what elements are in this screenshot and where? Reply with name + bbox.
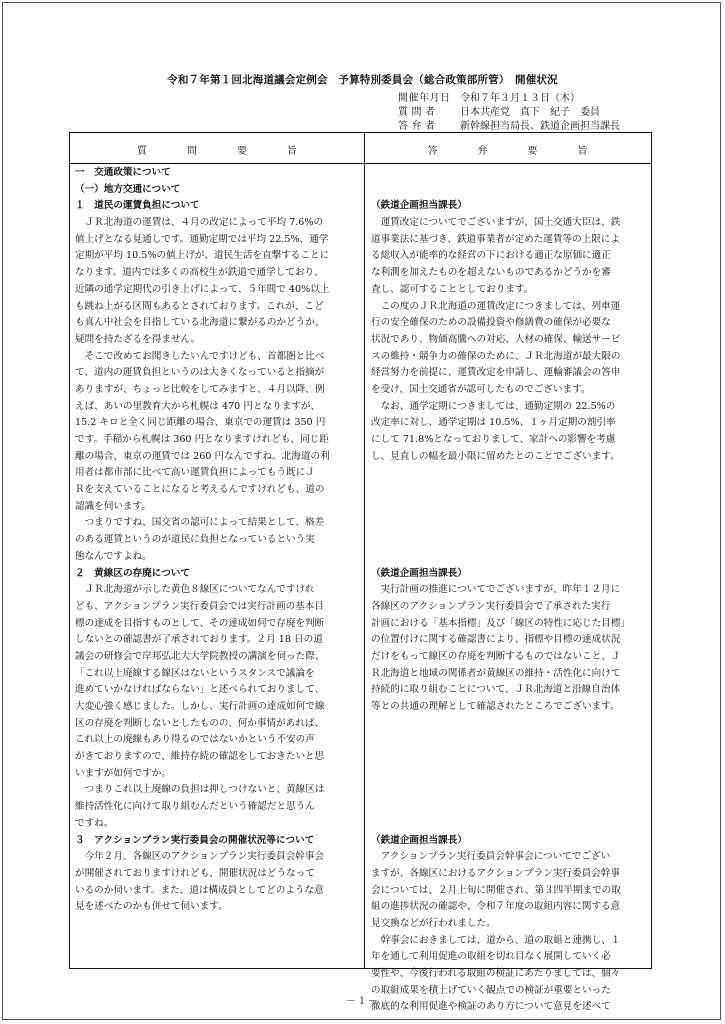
answer-text-line: 持続的に取り組むことについて、ＪＲ北海道と沿線自治体 (371, 684, 621, 696)
question-text-line: 今年２月、各線区のアクションプラン実行委員会幹事会 (75, 851, 324, 863)
answer-text-line: の取組成果を積上げていく観点での検証が重要といった (371, 984, 611, 996)
question-text-line: 疑問を持たざるを得ません。 (75, 333, 201, 345)
answer-text-line: 要性や、今後行われる取組の検証にあたりましては、個々 (371, 968, 621, 979)
question-text-line: 用者は都市部に比べて高い運賃負担によってもう既にＪ (75, 467, 315, 479)
answer-header-char: 旨 (577, 146, 588, 157)
answer-text-line: 組の進捗状況の確認や、令和７年度の取組内容に関する意 (371, 901, 621, 913)
answer-text-line: 徹底的な利用促進や検証のあり方について意見を述べて (371, 1001, 611, 1013)
meta-questioner-row (398, 103, 600, 118)
answer-column-header (364, 142, 651, 157)
answer-column (371, 165, 649, 1016)
question-text-line: て、道内の運賃負担というのは大きくなっていると指摘が (75, 367, 325, 379)
question-header-char: 要 (237, 146, 247, 157)
question-text-line: も真ん中社会を目指している北海道に繋がるのかどうか、 (75, 317, 325, 329)
meta-respondent-label: 答弁者 (398, 121, 439, 132)
question-text-line: 区の存廃を判断しないとしたものの、何か事情があれば、 (75, 717, 325, 729)
answer-text-line: スの維持・競争力の確保のために、ＪＲ北海道が最大限の (371, 350, 621, 362)
question-text-line: 進めていかなければならない」と述べられておりまして、 (75, 684, 325, 696)
question-text-line: ＪＲ北海道の運賃は、４月の改定によって平均 7.6%の (75, 217, 324, 229)
document-title: 令和７年第１回北海道議会定例会 予算特別委員会（総合政策部所管） 開催状況 (167, 74, 558, 86)
answer-text-line: （鉄道企画担当課長） (371, 567, 467, 579)
answer-text-line: の位置付けに関する確認書により、指標や目標の達成状況 (371, 634, 621, 646)
question-text-line: なります。道内では多くの高校生が鉄道で通学しており、 (75, 267, 324, 279)
answer-text-line: 年を通して利用促進の取組を切れ目なく展開していく必 (371, 951, 611, 963)
answer-text-line: 各線区のアクションプラン実行委員会で了承された実行 (371, 600, 611, 612)
meta-date-row (398, 89, 580, 104)
question-text-line: 見を述べたのかも併せて伺います。 (75, 901, 228, 913)
answer-text-line: 改定率に対し、通学定期は 10.5%、１ヶ月定期の割引率 (371, 417, 616, 429)
answer-text-line: し、見直しの幅を最小限に留めたとのことでございます。 (371, 450, 620, 462)
answer-header-char: 弁 (477, 146, 488, 157)
question-text-line: １ 道民の運賃負担について (75, 200, 200, 212)
question-text-line: 大変心強く感じました。しかし、実行計画の達成如何で線 (75, 701, 325, 712)
answer-text-line: （鉄道企画担当課長） (371, 834, 467, 846)
question-text-line: 一 交通政策について (75, 167, 171, 178)
answer-text-line: 状況であり、物価高騰への対応、人材の確保、輸送サービ (371, 333, 621, 345)
question-text-line: 認識を伺います。 (75, 500, 151, 512)
answer-text-line-blank (371, 515, 649, 532)
question-text-line: ども、アクションプラン実行委員会では実行計画の基本目 (75, 600, 324, 612)
question-text-line: がきておりますので、維持存続の確認をしておきたいと思 (75, 751, 325, 763)
column-divider (364, 133, 365, 968)
answer-text-line: 会については、２月上旬に開催され、第３四半期までの取 (371, 884, 621, 896)
answer-text-line: （鉄道企画担当課長） (371, 200, 467, 212)
answer-text-line: にして 71.8%となっておりまして、家計への影響を考慮 (371, 434, 616, 445)
meta-date-value: 令和７年３月１３日（木） (460, 93, 580, 104)
answer-text-line: 等との共通の理解として確認されたところでございます。 (371, 701, 620, 712)
question-text-line: つまりこれ以上廃線の負担は押しつけないと、黄線区は (75, 784, 325, 796)
answer-text-line-blank (371, 732, 649, 749)
answer-text-line: ますが、各線区におけるアクションプラン実行委員会幹事 (371, 867, 620, 879)
answer-text-line-blank (371, 799, 649, 816)
answer-text-line: アクションプラン実行委員会幹事会についてでござい (371, 851, 611, 863)
question-header-char: 旨 (287, 146, 297, 157)
answer-text-line-blank (371, 766, 649, 783)
question-text-line: ３ アクションプラン実行委員会の開催状況等について (75, 834, 315, 846)
answer-text-line: 実行計画の推進についてでございますが、昨年１２月に (371, 584, 621, 596)
question-text-line: ありますが、ちょっと比較をしてみますと、４月以降、例 (75, 383, 325, 395)
question-text-line: つまりですね、国交省の認可によって結果として、格差 (75, 517, 325, 529)
qa-table (69, 132, 652, 1013)
question-text-line: 「これ以上廃線する線区はないというスタンスで議論を (75, 667, 315, 679)
answer-text-line: Ｒ北海道と地域の関係者が黄線区の維持・活性化に向けて (371, 667, 621, 679)
question-text-line: しないとの確認書が了承されております。２月 18 日の道 (75, 634, 323, 646)
question-text-line: 標の達成を目指すものとして、その達成如何で存廃を判断 (75, 617, 325, 629)
answer-text-line: だけをもって線区の存廃を判断するものではないこと、Ｊ (371, 650, 621, 662)
question-text-line: 維持活性化に向けて取り組むんだという確認だと思うん (75, 801, 315, 813)
answer-text-line-blank (371, 465, 649, 482)
answer-text-line-blank (371, 549, 649, 566)
question-column (75, 165, 361, 916)
question-text-line: ＪＲ北海道が示した黄色８線区についてなんですけれ (75, 584, 315, 596)
answer-text-line: 行の安全確保のための設備投資や修繕費の確保が必要な (371, 317, 611, 329)
question-text-line: ですね。 (75, 817, 114, 829)
answer-text-line: 経営努力を前提に、運賃改定を申請し、運輸審議会の答申 (371, 367, 621, 379)
answer-text-line: を受け、国土交通省が認可したものでございます。 (371, 383, 591, 395)
question-text-line: 態なんですよね。 (75, 550, 152, 562)
answer-text-line: な利潤を加えたものを超えないものであるかどうかを審 (371, 267, 611, 279)
answer-text-line-blank (371, 749, 649, 766)
answer-text-line: 査し、認可することとしております。 (371, 283, 534, 295)
question-text-line: そこで改めてお聞きしたいんですけども、首都圏と比べ (75, 350, 325, 362)
answer-text-line-blank (371, 532, 649, 549)
meta-date-label: 開催年月日 (398, 93, 451, 104)
question-text-line: えば、あいの里教育大から札幌は 470 円となりますが、 (75, 400, 321, 412)
meta-respondent-value: 新幹線担当局長、鉄道企画担当課長 (460, 121, 620, 132)
meta-respondent-row (398, 117, 620, 132)
question-text-line: です。手稲から札幌は 360 円となりますけれども、同じ距 (75, 434, 329, 445)
answer-text-line-blank (371, 499, 649, 516)
answer-text-line: この度のＪＲ北海道の運賃改定につきましては、列車運 (371, 300, 621, 312)
answer-text-line-blank (371, 165, 649, 182)
answer-text-line: 幹事会におきましては、道から、道の取組と連携し、１ (371, 934, 621, 946)
answer-text-line-blank (371, 816, 649, 833)
question-text-line: 値上げとなる見通しです。通勤定期では平均 22.5%、通学 (75, 233, 329, 245)
header-rule (70, 163, 651, 164)
question-column-header (70, 142, 364, 157)
question-text-line: いるのか伺います。また、道は構成員としてどのような意 (75, 884, 324, 896)
meta-questioner-label: 質問者 (398, 107, 439, 118)
meta-questioner-value: 日本共産党 真下 紀子 委員 (460, 107, 600, 118)
question-text-line: 定期が平均 10.5%の値上げが、道民生活を直撃することに (75, 250, 330, 262)
answer-header-char: 要 (527, 146, 538, 157)
answer-text-line-blank (371, 182, 649, 199)
answer-text-line: 見交換などが行われました。 (371, 917, 496, 929)
answer-text-line: 運賃改定についてでございますが、国土交通大臣は、鉄 (371, 217, 621, 229)
question-text-line: のある運賃というのが道民に負担となっているという実 (75, 534, 315, 546)
answer-text-line-blank (371, 482, 649, 499)
answer-text-line: 道事業法に基づき、鉄道事業者が定めた運賃等の上限によ (371, 233, 621, 245)
answer-text-line-blank (371, 782, 649, 799)
question-text-line: 近隣の通学定期代の引き上げによって、５年間で 40%以上 (75, 283, 330, 295)
answer-text-line: 計画における「基本指標」及び「線区の特性に応じた目標」 (371, 617, 631, 629)
answer-text-line: る総収入が能率的な経営の下における適正な原価に適正 (371, 250, 611, 262)
question-text-line: いますが如何ですか。 (75, 767, 171, 779)
question-text-line: が開催されておりますけれども、開催状況はどうなって (75, 867, 315, 879)
question-header-char: 問 (187, 146, 197, 157)
question-text-line: Ｒを支えていることになると考えるんですけれども、道の (75, 484, 325, 496)
question-text-line: 議会の研修会で岸邦弘北大大学院教授の講演を伺った際、 (75, 650, 325, 662)
question-text-line: ２ 黄線区の存廃について (75, 567, 190, 579)
answer-text-line-blank (371, 716, 649, 733)
question-text-line: 15.2 キロと全く同じ距離の場合、東京での運賃は 350 円 (75, 417, 326, 429)
page-number: －１－ (346, 996, 379, 1007)
question-text-line: これ以上の廃線もあり得るのではないかという不安の声 (75, 734, 315, 746)
question-text-line: も跳ね上がる区間もあるとされております。これが、こど (75, 300, 324, 312)
question-text-line: （一）地方交通について (75, 183, 181, 195)
question-header-char: 質 (137, 146, 147, 157)
question-text-line: 離の場合、東京の運賃では 260 円なんですね。北海道の利 (75, 450, 330, 462)
answer-header-char: 答 (427, 146, 438, 157)
answer-text-line: なお、通学定期につきましては、通勤定期の 22.5%の (371, 400, 616, 412)
